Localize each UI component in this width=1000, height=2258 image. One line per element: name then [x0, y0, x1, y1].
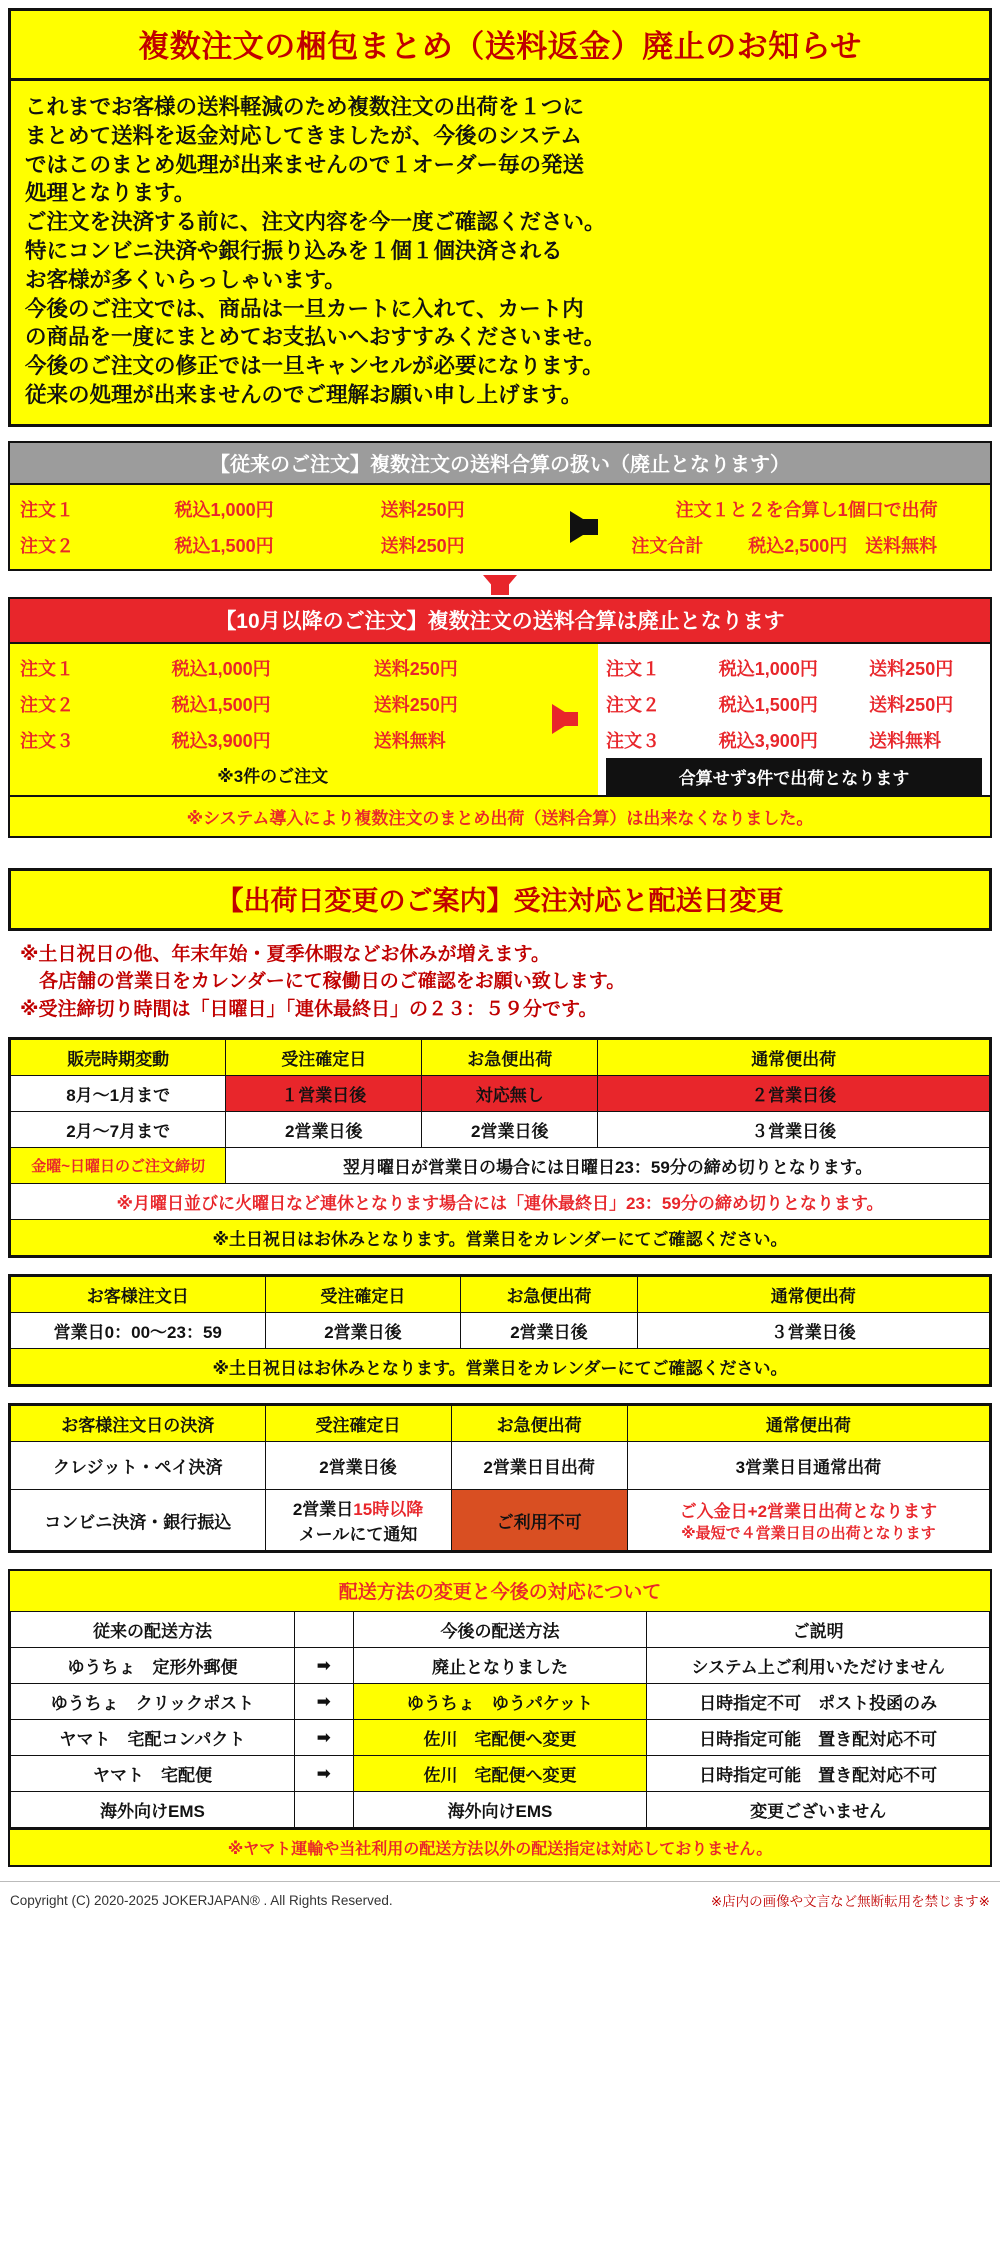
table3-r1-normal: 3営業日目通常出荷: [627, 1442, 989, 1490]
intro-line-10: 今後のご注文の修正では一旦キャンセルが必要になります。: [25, 354, 604, 379]
table1-h2: 受注確定日: [226, 1040, 422, 1076]
ship-change-header: 【出荷日変更のご案内】受注対応と配送日変更: [8, 868, 992, 931]
table2-h2: 受注確定日: [265, 1277, 461, 1313]
footer-notice: ※店内の画像や文言など無断転用を禁じます※: [710, 1894, 990, 1910]
delivery-r1-to: 廃止となりました: [353, 1648, 647, 1684]
page-footer: [0, 1881, 1000, 1920]
old-order-result-text: 注文１と２を合算し1個口で出荷: [675, 499, 938, 520]
table1-note3: ※土日祝日はお休みとなります。営業日をカレンダーにてご確認ください。: [11, 1220, 990, 1256]
delivery-header: 配送方法の変更と今後の対応について: [8, 1569, 992, 1611]
ship-change-section: [8, 868, 992, 1024]
delivery-r2-to: ゆうちょ ゆうパケット: [353, 1684, 647, 1720]
new-order-footnote: ※システム導入により複数注文のまとめ出荷（送料合算）は出来なくなりました。: [8, 797, 992, 838]
table1-h3: お急便出荷: [422, 1040, 598, 1076]
new-left-3-price: 税込3,900円: [171, 730, 271, 751]
new-left-2-price: 税込1,500円: [171, 694, 271, 715]
new-order-section: [8, 597, 992, 838]
table2-note: ※土日祝日はお休みとなります。営業日をカレンダーにてご確認ください。: [11, 1349, 990, 1385]
new-right-2-price: 税込1,500円: [718, 694, 818, 715]
new-right-2-label: 注文２: [605, 694, 660, 715]
delivery-h4: ご説明: [647, 1612, 990, 1648]
new-order-left-note: ※3件のご注文: [20, 758, 525, 793]
old-order-header: 【従来のご注文】複数注文の送料合算の扱い（廃止となります）: [8, 441, 992, 485]
new-order-arrow-cell: [529, 644, 598, 795]
table1-note-row-1: [11, 1148, 990, 1184]
new-left-3-ship: 送料無料: [373, 730, 446, 751]
new-left-2-label: 注文２: [20, 694, 74, 715]
table2-h4: 通常便出荷: [637, 1277, 989, 1313]
new-order-header: 【10月以降のご注文】複数注文の送料合算は廃止となります: [8, 597, 992, 644]
old-order-total-price: 税込2,500円: [748, 535, 848, 556]
table2-note-row: [11, 1349, 990, 1385]
delivery-r5-to: 海外向けEMS: [353, 1792, 647, 1828]
footer-copyright: Copyright (C) 2020-2025 JOKERJAPAN® . All Rights Reserved.: [10, 1892, 393, 1908]
delivery-r3-to: 佐川 宅配便へ変更: [353, 1720, 647, 1756]
new-order-body: [8, 644, 992, 797]
page-title: 複数注文の梱包まとめ（送料返金）廃止のお知らせ: [138, 29, 862, 64]
delivery-h-arrow: [294, 1612, 353, 1648]
transition-arrow: [0, 575, 1000, 595]
delivery-r3-desc: 日時指定可能 置き配対応不可: [647, 1720, 990, 1756]
new-order-right: [598, 644, 990, 795]
spacer-1: [0, 838, 1000, 854]
ship-note-2: 各店舗の営業日をカレンダーにて稼働日のご確認をお願い致します。: [20, 971, 626, 993]
table1-note2: ※月曜日並びに火曜日など連休となります場合には「連休最終日」23：59分の締め切りとなります。: [11, 1184, 990, 1220]
old-order-2-ship: 送料250円: [380, 535, 465, 556]
table3-h2: 受注確定日: [265, 1406, 451, 1442]
old-order-2-label: 注文２: [20, 535, 74, 556]
delivery-h3: 今後の配送方法: [353, 1612, 647, 1648]
intro-line-5: ご注文を決済する前に、注文内容を今一度ご確認ください。: [25, 210, 606, 235]
new-right-1-label: 注文１: [605, 658, 660, 679]
intro-line-6: 特にコンビニ決済や銀行振り込みを１個１個決済される: [25, 238, 563, 263]
intro-line-11: 従来の処理が出来ませんのでご理解お願い申し上げます。: [25, 382, 583, 407]
spacer-3: [0, 1387, 1000, 1403]
right-arrow-small-icon-1: ➡: [294, 1648, 353, 1684]
table3-r2-confirm-em: 15時以降: [353, 1500, 424, 1520]
table3-row-konbini: [11, 1490, 990, 1551]
delivery-r3-from: ヤマト 宅配コンパクト: [11, 1720, 295, 1756]
table1-r2c1: 2月～7月まで: [11, 1112, 226, 1148]
intro-line-7: お客様が多くいらっしゃいます。: [25, 267, 346, 292]
intro-line-1: これまでお客様の送料軽減のため複数注文の出荷を１つに: [25, 95, 585, 119]
delivery-r1-from: ゆうちょ 定形外郵便: [11, 1648, 295, 1684]
new-left-1-ship: 送料250円: [373, 658, 458, 679]
table3-r2-normal: [627, 1490, 989, 1551]
delivery-r5-arrow-blank: [294, 1792, 353, 1828]
old-order-section: [8, 441, 992, 571]
new-right-3-price: 税込3,900円: [718, 730, 818, 751]
right-arrow-small-icon-4: ➡: [294, 1756, 353, 1792]
delivery-r4-desc: 日時指定可能 置き配対応不可: [647, 1756, 990, 1792]
table3-r2-confirm-pre: 2営業日: [292, 1500, 354, 1520]
table2-header-row: [11, 1277, 990, 1313]
table1-r2c2: 2営業日後: [226, 1112, 422, 1148]
intro-line-4: 処理となります。: [25, 181, 196, 206]
delivery-r5-desc: 変更ございません: [647, 1792, 990, 1828]
table1-note1-label: 金曜~日曜日のご注文締切: [11, 1148, 226, 1184]
table1-r1c3: 対応無し: [422, 1076, 598, 1112]
delivery-row-5: [11, 1792, 990, 1828]
table3-r2-express: ご利用不可: [451, 1490, 627, 1551]
intro-line-8: 今後のご注文では、商品は一旦カートに入れて、カート内: [25, 296, 584, 321]
old-order-1-label: 注文１: [20, 499, 74, 520]
delivery-row-3: [11, 1720, 990, 1756]
table-payment-method: [8, 1403, 992, 1553]
table3-r2-label: コンビニ決済・銀行振込: [11, 1490, 266, 1551]
table1-row-2: [11, 1112, 990, 1148]
delivery-method-section: [8, 1569, 992, 1867]
right-arrow-black-icon: [570, 511, 596, 543]
new-left-3-label: 注文３: [20, 730, 74, 751]
table3-r2-normal-line2: ※最短で４営業日目の出荷となります: [681, 1525, 936, 1543]
table1-r2c4: ３営業日後: [598, 1112, 990, 1148]
table2-r1c3: 2営業日後: [461, 1313, 637, 1349]
new-left-1-label: 注文１: [20, 658, 74, 679]
table3-row-credit: [11, 1442, 990, 1490]
table3-h4: 通常便出荷: [627, 1406, 989, 1442]
table3-r2-confirm: [265, 1490, 451, 1551]
new-right-1-ship: 送料250円: [869, 658, 954, 679]
table1-note-row-2: [11, 1184, 990, 1220]
old-order-total-row: [631, 527, 982, 563]
old-order-row-1: [20, 491, 535, 527]
delivery-row-4: [11, 1756, 990, 1792]
table1-r2c3: 2営業日後: [422, 1112, 598, 1148]
delivery-r2-desc: 日時指定不可 ポスト投函のみ: [647, 1684, 990, 1720]
table2-r1c1: 営業日0：00～23：59: [11, 1313, 266, 1349]
down-arrow-red-icon: [483, 575, 517, 595]
new-right-2-ship: 送料250円: [869, 694, 954, 715]
new-left-2-ship: 送料250円: [373, 694, 458, 715]
table1-r1c2: １営業日後: [226, 1076, 422, 1112]
new-right-1-price: 税込1,000円: [718, 658, 818, 679]
intro-line-3: ではこのまとめ処理が出来ませんので１オーダー毎の発送: [25, 152, 585, 177]
new-order-left-row-3: [20, 722, 525, 758]
old-order-total-label: 注文合計: [631, 535, 704, 556]
table1-note1-text: 翌月曜日が営業日の場合には日曜日23：59分の締め切りとなります。: [226, 1148, 990, 1184]
table3-r1-confirm: 2営業日後: [265, 1442, 451, 1490]
delivery-r2-from: ゆうちょ クリックポスト: [11, 1684, 295, 1720]
table3-r1-express: 2営業日目出荷: [451, 1442, 627, 1490]
table3-header-row: [11, 1406, 990, 1442]
old-order-left: [10, 485, 539, 569]
old-order-arrow-cell: [539, 485, 627, 569]
ship-note-3: ※受注締切り時間は「日曜日」「連休最終日」の２３：５９分です。: [20, 998, 598, 1020]
new-order-right-row-3: [606, 722, 982, 758]
right-arrow-small-icon-2: ➡: [294, 1684, 353, 1720]
old-order-1-ship: 送料250円: [380, 499, 465, 520]
old-order-body: [8, 485, 992, 571]
new-order-left-row-2: [20, 686, 525, 722]
new-right-3-ship: 送料無料: [869, 730, 942, 751]
table2-r1c2: 2営業日後: [265, 1313, 461, 1349]
table1-h1: 販売時期変動: [11, 1040, 226, 1076]
table3-r1-label: クレジット・ペイ決済: [11, 1442, 266, 1490]
delivery-r4-from: ヤマト 宅配便: [11, 1756, 295, 1792]
ship-note-1: ※土日祝日の他、年末年始・夏季休暇などお休みが増えます。: [20, 943, 550, 965]
spacer-4: [0, 1553, 1000, 1569]
table1-h4: 通常便出荷: [598, 1040, 990, 1076]
new-order-left-row-1: [20, 650, 525, 686]
ship-change-notes: [20, 941, 982, 1024]
table3-r2-confirm-line1: [270, 1495, 447, 1520]
intro-block: [8, 81, 992, 427]
table2-h3: お急便出荷: [461, 1277, 637, 1313]
new-right-3-label: 注文３: [605, 730, 660, 751]
delivery-row-1: [11, 1648, 990, 1684]
old-order-result-line: [631, 491, 982, 527]
table3-r2-normal-line1: ご入金日+2営業日出荷となります: [679, 1502, 938, 1522]
table1-row-1: [11, 1076, 990, 1112]
new-order-left: [10, 644, 529, 795]
delivery-h1: 従来の配送方法: [11, 1612, 295, 1648]
table1-r1c4: ２営業日後: [598, 1076, 990, 1112]
old-order-1-price: 税込1,000円: [174, 499, 274, 520]
delivery-r1-desc: システム上ご利用いただけません: [647, 1648, 990, 1684]
table3-h1: お客様注文日の決済: [11, 1406, 266, 1442]
delivery-note: ※ヤマト運輸や当社利用の配送方法以外の配送指定は対応しておりません。: [8, 1830, 992, 1867]
table-customer-order-day: [8, 1274, 992, 1387]
table2-row-1: [11, 1313, 990, 1349]
old-order-2-price: 税込1,500円: [174, 535, 274, 556]
new-order-right-note: 合算せず3件で出荷となります: [606, 758, 982, 795]
table2-h1: お客様注文日: [11, 1277, 266, 1313]
table1-r1c1: 8月～1月まで: [11, 1076, 226, 1112]
table1-header-row: [11, 1040, 990, 1076]
delivery-r4-to: 佐川 宅配便へ変更: [353, 1756, 647, 1792]
delivery-header-row: [11, 1612, 990, 1648]
old-order-total-ship: 送料無料: [865, 535, 938, 556]
right-arrow-small-icon-3: ➡: [294, 1720, 353, 1756]
spacer-2: [0, 1258, 1000, 1274]
table-sales-period: [8, 1037, 992, 1258]
old-order-row-2: [20, 527, 535, 563]
new-order-right-row-2: [606, 686, 982, 722]
headline-banner: [8, 8, 992, 81]
delivery-row-2: [11, 1684, 990, 1720]
old-order-right: [627, 485, 990, 569]
intro-line-9: の商品を一度にまとめてお支払いへおすすみくださいませ。: [25, 325, 606, 350]
page-root: [0, 8, 1000, 1920]
delivery-r5-from: 海外向けEMS: [11, 1792, 295, 1828]
table1-note-row-3: [11, 1220, 990, 1256]
intro-line-2: まとめて送料を返金対応してきましたが、今後のシステム: [25, 123, 582, 148]
new-order-right-row-1: [606, 650, 982, 686]
right-arrow-red-icon: [552, 704, 576, 734]
new-left-1-price: 税込1,000円: [171, 658, 271, 679]
table3-r2-confirm-line2: メールにて通知: [298, 1525, 418, 1545]
table3-h3: お急便出荷: [451, 1406, 627, 1442]
table2-r1c4: ３営業日後: [637, 1313, 989, 1349]
